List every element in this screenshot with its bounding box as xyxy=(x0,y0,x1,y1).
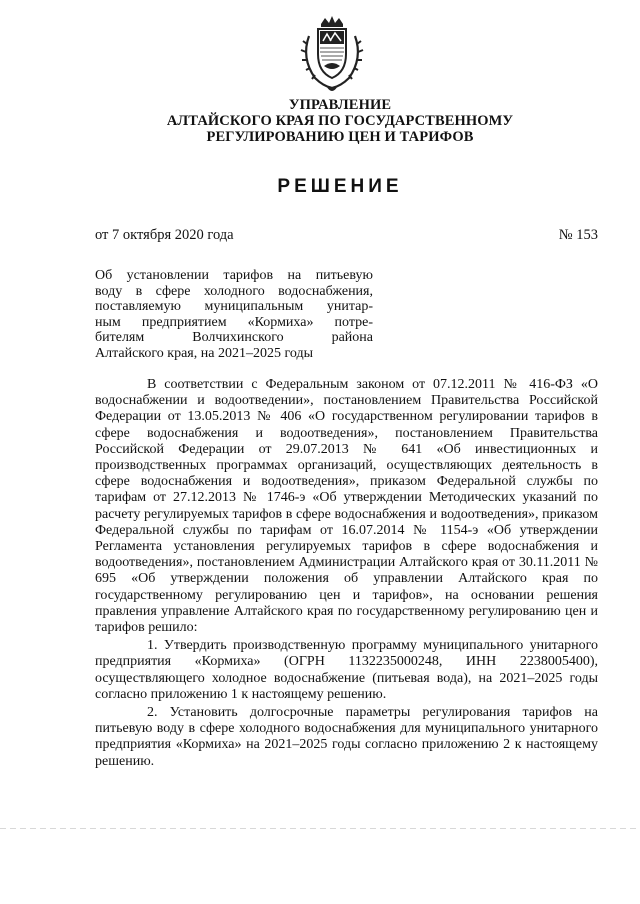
subject-line: Алтайского края, на 2021–2025 годы xyxy=(95,345,313,361)
document-date: от 7 октября 2020 года xyxy=(95,227,234,243)
subject-line: поставляемую муниципальным унитар- xyxy=(95,299,373,314)
document-type-title: РЕШЕНИЕ xyxy=(277,176,403,197)
agency-line: УПРАВЛЕНИЕ xyxy=(288,97,392,113)
subject-line: ным предприятием «Кормиха» потре- xyxy=(95,314,373,330)
page-fold-line xyxy=(0,828,640,829)
subject-line: бителям Волчихинского района xyxy=(95,330,373,345)
coat-of-arms-icon xyxy=(297,14,367,94)
preamble-text: В соответствии с Федеральным законом от 07.12.2011 № 416-ФЗ «О водоснабжении и водоотведении», постановлением Правительства Российской Федерации от 13.05.2013 № 406 «О государственном регулировании тарифов в сфере водоснабжения и водоотведения», постановлением Правительства Российской Федерации от 29.07.2013 № 641 «Об инвестиционных и производственных программах организаций, осуществляющих деятельность в сфере водоснабжения и водоотведения», приказом Федеральной службы по тарифам от 27.12.2013 № 1746-э «Об утверждении Методических указаний по расчету регулируемых тарифов в сфере водоснабжения и водоотведения», приказом Федеральной службы по тарифам от 16.07.2014 № 1154-э «Об утверждении Регламента установления регулируемых тарифов в сфере водоснабжения и водоотведения», постановлением Администрации Алтайского края от 30.11.2011 № 695 «Об утверждении положения об управлении Алтайского края по государственному регулированию цен и тарифов», на основании решения правления управление Алтайского края по государственному регулированию цен и тарифов xyxy=(95,377,598,636)
preamble-paragraph xyxy=(95,377,598,636)
decision-item-1: 1. Утвердить производственную программу муниципального унитарного предприятия «Кормиха» (ОГРН 1132235000248, ИНН 2238005400), осуществляющего холодное водоснабжение (питьевая вода), на 2021–2025 годы согласно приложению 1 к настоящему решению. xyxy=(95,638,598,702)
document-body xyxy=(95,377,598,772)
subject-line: Об установлении тарифов на питьевую xyxy=(95,268,373,283)
agency-name xyxy=(140,97,540,145)
decided-keyword: решило: xyxy=(148,620,198,636)
subject-line: воду в сфере холодного водоснабжения, xyxy=(95,283,373,299)
decision-item-2: 2. Установить долгосрочные параметры регулирования тарифов на питьевую воду в сфере холодного водоснабжения для муниципального унитарного предприятия «Кормиха» на 2021–2025 годы согласно приложению 2 к настоящему решению. xyxy=(95,705,598,769)
agency-line: РЕГУЛИРОВАНИЮ ЦЕН И ТАРИФОВ xyxy=(206,129,474,145)
agency-line: АЛТАЙСКОГО КРАЯ ПО ГОСУДАРСТВЕННОМУ xyxy=(166,113,514,129)
document-number: № 153 xyxy=(558,227,598,243)
document-subject xyxy=(95,268,373,361)
